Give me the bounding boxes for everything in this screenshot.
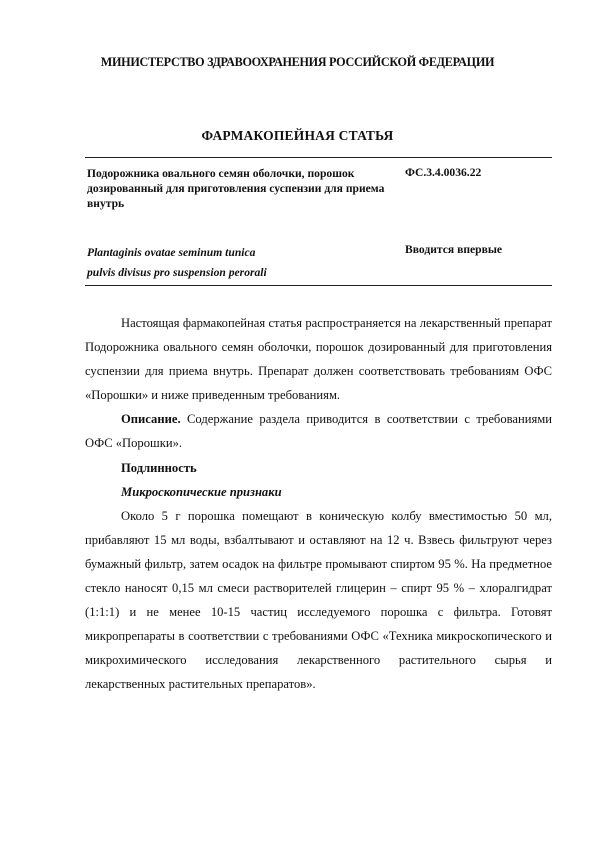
- description-text: Содержание раздела приводится в соответствии с требованиями ОФС «Порошки».: [85, 412, 552, 451]
- microscopic-heading: Микроскопические признаки: [121, 484, 282, 499]
- scope-paragraph: Настоящая фармакопейная статья распространяется на лекарственный препарат Подорожника овального семян оболочки, порошок дозированный для приготовления суспензии для приема внутрь. Препарат должен соответствовать требованиям ОФС «Порошки» и ниже приведенным требованиям.: [85, 316, 552, 403]
- divider-bottom: [85, 285, 552, 286]
- description-paragraph: [85, 407, 552, 455]
- description-label: Описание.: [121, 412, 181, 427]
- monograph-name-ru: Подорожника овального семян оболочки, порошок дозированный для приготовления суспензии для приема внутрь: [87, 167, 385, 210]
- ministry-header: МИНИСТЕРСТВО ЗДРАВООХРАНЕНИЯ РОССИЙСКОЙ ФЕДЕРАЦИИ: [100, 55, 495, 69]
- document-body: [85, 311, 552, 697]
- introduction-status: Вводится впервые: [405, 243, 503, 256]
- microscopy-paragraph: Около 5 г порошка помещают в коническую колбу вместимостью 50 мл, прибавляют 15 мл воды, взбалтывают и оставляют на 12 ч. Взвесь фильтруют через бумажный фильтр, затем осадок на фильтре промывают спиртом 95 %. На предметное стекло наносят 0,15 мл смеси растворителей глицерин – спирт 95 % – хлоралгидрат (1:1:1) и не менее 10-15 частиц исследуемого порошка с фильтра. Готовят микропрепараты в соответствии с требованиями ОФС «Техника микроскопического и микрохимического исследования лекарственного растительного сырья и лекарственных растительных препаратов».: [85, 508, 552, 692]
- authenticity-heading: Подлинность: [121, 460, 197, 475]
- latin-name-line-2: pulvis divisus pro suspension perorali: [87, 266, 267, 279]
- monograph-name-latin: [87, 243, 387, 283]
- monograph-code: ФС.3.4.0036.22: [405, 166, 482, 179]
- document-title: ФАРМАКОПЕЙНАЯ СТАТЬЯ: [201, 128, 394, 143]
- divider-top: [85, 157, 552, 158]
- latin-name-line-1: Plantaginis ovatae seminum tunica: [87, 246, 256, 259]
